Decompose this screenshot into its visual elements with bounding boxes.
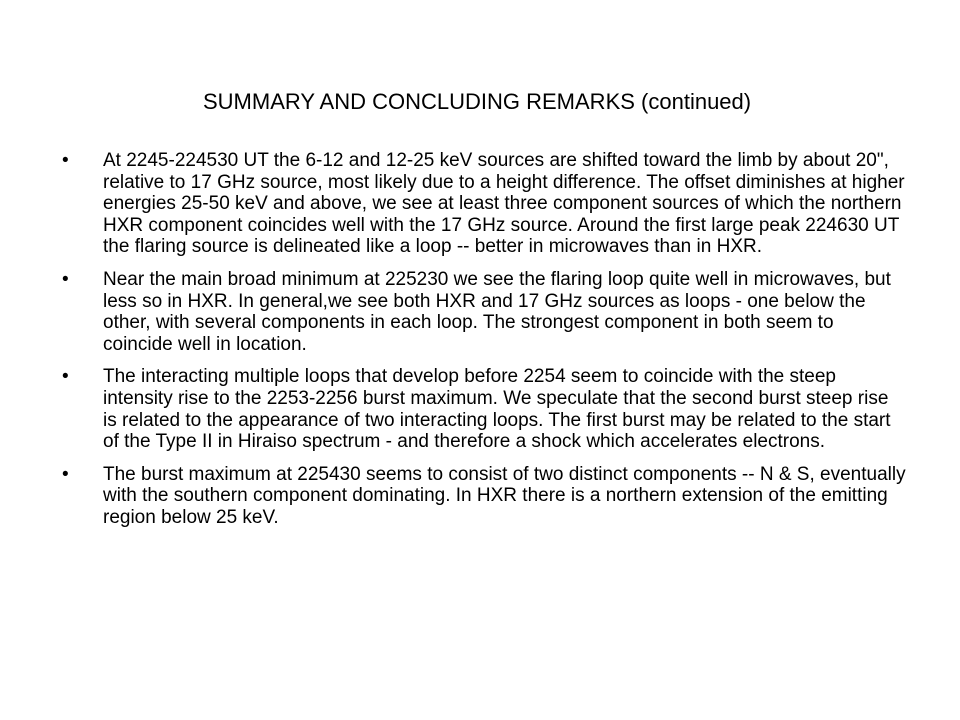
bullet-dot-icon: • (62, 150, 69, 171)
bullet-text: The interacting multiple loops that develop before 2254 seem to coincide with the steep intensity rise to the 2253-2256 burst maximum. We speculate that the second burst steep rise is related to the appearance of two interacting loops. The first burst may be related to the start of the Type II in Hiraiso spectrum - and therefore a shock which accelerates electrons. (103, 366, 891, 453)
bullet-dot-icon: • (62, 366, 69, 388)
bullet-text: At 2245-224530 UT the 6-12 and 12-25 keV sources are shifted toward the limb by about 20", relative to 17 GHz source, most likely due to a height difference. The offset diminishes at higher energies 25-50 keV and above, we see at least three component sources of which the northern HXR component coincides well with the 17 GHz source. Around the first large peak 224630 UT the flaring source is delineated like a loop -- better in microwaves than in HXR. (103, 150, 905, 258)
bullet-item-3 (62, 366, 907, 452)
bullet-item-4 (62, 464, 907, 529)
bullet-dot-icon: • (62, 268, 69, 290)
bullet-text: Near the main broad minimum at 225230 we see the flaring loop quite well in microwaves, but less so in HXR. In general,we see both HXR and 17 GHz sources as loops - one below the other, with several components in each loop. The strongest component in both seem to coincide well in location. (103, 268, 891, 355)
bullet-item-1 (62, 150, 907, 258)
bullet-dot-icon: • (62, 463, 69, 485)
slide-title: SUMMARY AND CONCLUDING REMARKS (continued) (203, 89, 752, 114)
bullet-list (62, 150, 907, 540)
bullet-text: The burst maximum at 225430 seems to consist of two distinct components -- N & S, eventually with the southern component dominating. In HXR there is a northern extension of the emitting region below 25 keV. (103, 463, 906, 528)
bullet-item-2 (62, 269, 907, 355)
